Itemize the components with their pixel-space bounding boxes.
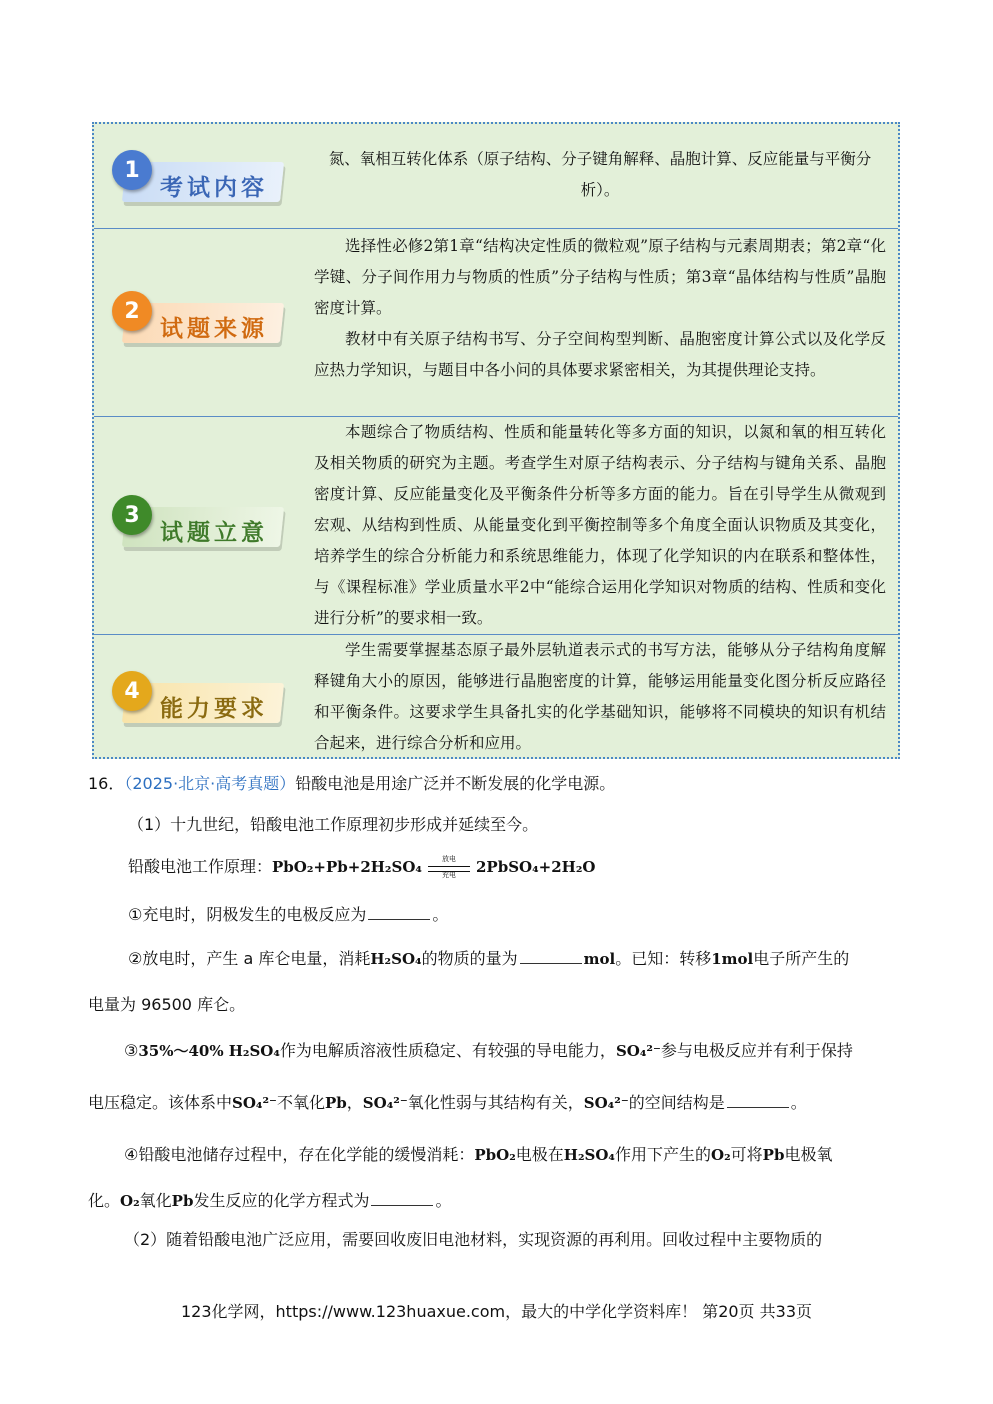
equation-left: PbO₂+Pb+2H₂SO₄ [272,858,422,876]
q1-text: ①充电时，阴极发生的电极反应为 [128,905,367,924]
q2-text: 。已知：转移 [615,949,712,968]
analysis-paragraph: 选择性必修2第1章“结构决定性质的微粒观”原子结构与元素周期表；第2章“化学键、分子间作用力与物质的性质”分子结构与性质；第3章“晶体结构与性质”晶胞密度计算。 [314,237,886,317]
q4-o2: O₂ [120,1192,140,1210]
badge-number: 1 [112,150,152,190]
q3-sulfate: SO₄²⁻ [615,1042,661,1060]
page-footer: 123化学网，https://www.123huaxue.com，最大的中学化学资料库！ 第20页 共33页 [181,1302,812,1321]
analysis-paragraph: 氮、氧相互转化体系（原子结构、分子键角解释、晶胞计算、反应能量与平衡分析）。 [328,150,872,199]
badge-label: 试题来源 [160,315,268,342]
badge-label: 试题立意 [160,519,268,546]
question-source-tag: （2025·北京·高考真题） [124,774,296,793]
q4-pbo2: PbO₂ [474,1146,516,1164]
badge-exam-content [112,150,282,206]
badge-number: 2 [112,291,152,331]
q4-o2: O₂ [711,1146,731,1164]
analysis-paragraph: 本题综合了物质结构、性质和能量转化等多方面的知识，以氮和氧的相互转化及相关物质的研究为主题。考查学生对原子结构表示、分子结构与键角关系、晶胞密度计算、反应能量变化及平衡条件分析等多方面的能力。旨在引导学生从微观到宏观、从结构到性质、从能量变化到平衡控制等多个角度全面认识物质及其变化，培养学生的综合分析能力和系统思维能力，体现了化学知识的内在联系和整体性，与《课程标准》学业质量水平2中“能综合运用化学知识对物质的结构、性质和变化进行分析”的要求相一致。 [314,423,886,627]
charge-label: 充电 [441,870,456,879]
analysis-box [92,122,900,759]
q2-text: ②放电时，产生 [128,949,239,968]
q3-text: 作为电解质溶液性质稳定、有较强的导电能力， [279,1041,616,1060]
principle-line [128,854,940,879]
question-4-cont [88,1188,900,1211]
q4-text: 发生反应的化学方程式为 [193,1191,370,1210]
analysis-text [314,417,886,634]
q3-end: 。 [790,1093,807,1112]
question-2 [128,946,900,969]
q4-h2so4: H₂SO₄ [563,1146,615,1164]
q2-text: 库仑电量，消耗 [258,949,371,968]
q2-1mol: 1mol [711,950,754,968]
principle-label: 铅酸电池工作原理： [128,857,273,876]
analysis-text [314,144,886,206]
answer-blank[interactable] [727,1093,789,1108]
q3-sulfate: SO₄²⁻ [232,1094,277,1112]
answer-blank[interactable] [520,949,582,964]
analysis-text [314,635,886,759]
question-number: 16． [88,774,125,793]
part2-text: （2）随着铅酸电池广泛应用，需要回收废旧电池材料，实现资源的再利用。回收过程中主要物质的 [124,1230,823,1249]
q4-text: ④铅酸电池储存过程中，存在化学能的缓慢消耗： [124,1145,475,1164]
q3-concentration: 35%～40% [138,1042,224,1060]
badge-question-source [112,291,282,347]
q4-pb: Pb [762,1146,785,1164]
analysis-paragraph: 学生需要掌握基态原子最外层轨道表示式的书写方法，能够从分子结构角度解释键角大小的原因，能够进行晶胞密度的计算，能够运用能量变化图分析反应路径和平衡条件。这要求学生具备扎实的化学基础知识，能够将不同模块的知识有机结合起来，进行综合分析和应用。 [314,641,886,752]
q4-text: 电极氧 [784,1145,833,1164]
answer-blank[interactable] [371,1191,433,1206]
q3-pb: Pb [325,1094,347,1112]
question-header [88,771,900,794]
q3-text: 不氧化 [276,1093,325,1112]
q2-var-a: a [243,949,254,968]
answer-blank[interactable] [368,905,430,920]
analysis-row-ability [94,634,898,759]
q4-text: 可将 [730,1145,763,1164]
q3-text: ③ [124,1041,139,1060]
q4-text: 化。 [88,1191,121,1210]
q4-text: 氧化 [139,1191,172,1210]
part1-text: （1）十九世纪，铅酸电池工作原理初步形成并延续至今。 [128,815,539,834]
badge-label: 考试内容 [160,174,268,201]
equilibrium-arrows [426,854,472,879]
q2-unit: mol [583,950,616,968]
badge-number: 3 [112,495,152,535]
q3-text: ， [346,1093,363,1112]
badge-label: 能力要求 [160,695,268,722]
analysis-text [314,231,886,386]
question-stem: 铅酸电池是用途广泛并不断发展的化学电源。 [295,774,616,793]
q3-text: 氧化性弱与其结构有关， [407,1093,584,1112]
q4-end: 。 [435,1191,452,1210]
q3-h2so4: H₂SO₄ [228,1042,280,1060]
equation-right: 2PbSO₄+2H₂O [475,858,596,876]
q3-text: 参与电极反应并有利于保持 [660,1041,853,1060]
question-3 [124,1038,900,1061]
q3-sulfate: SO₄²⁻ [583,1094,629,1112]
q3-text: 电压稳定。该体系中 [88,1093,233,1112]
discharge-label: 放电 [441,854,456,863]
q1-end: 。 [432,905,449,924]
analysis-row-question-source [94,228,898,416]
q4-text: 作用下产生的 [615,1145,712,1164]
q4-pb: Pb [171,1192,194,1210]
analysis-paragraph: 教材中有关原子结构书写、分子空间构型判断、晶胞密度计算公式以及化学反应热力学知识，与题目中各小问的具体要求紧密相关，为其提供理论支持。 [314,330,886,379]
analysis-row-question-intent [94,416,898,634]
badge-question-intent [112,495,282,551]
q3-sulfate: SO₄²⁻ [362,1094,408,1112]
question-4 [124,1142,900,1165]
q2-h2so4: H₂SO₄ [370,950,422,968]
badge-number: 4 [112,671,152,711]
question-2-cont: 电量为 96500 库仑。 [88,995,246,1014]
analysis-row-exam-content [94,124,898,228]
q2-text: 电子所产生的 [753,949,850,968]
question-1 [128,902,940,925]
q3-text: 的空间结构是 [628,1093,725,1112]
q2-text: 的物质的量为 [421,949,518,968]
q4-text: 电极在 [515,1145,564,1164]
question-3-cont [88,1090,900,1113]
badge-ability [112,671,282,727]
